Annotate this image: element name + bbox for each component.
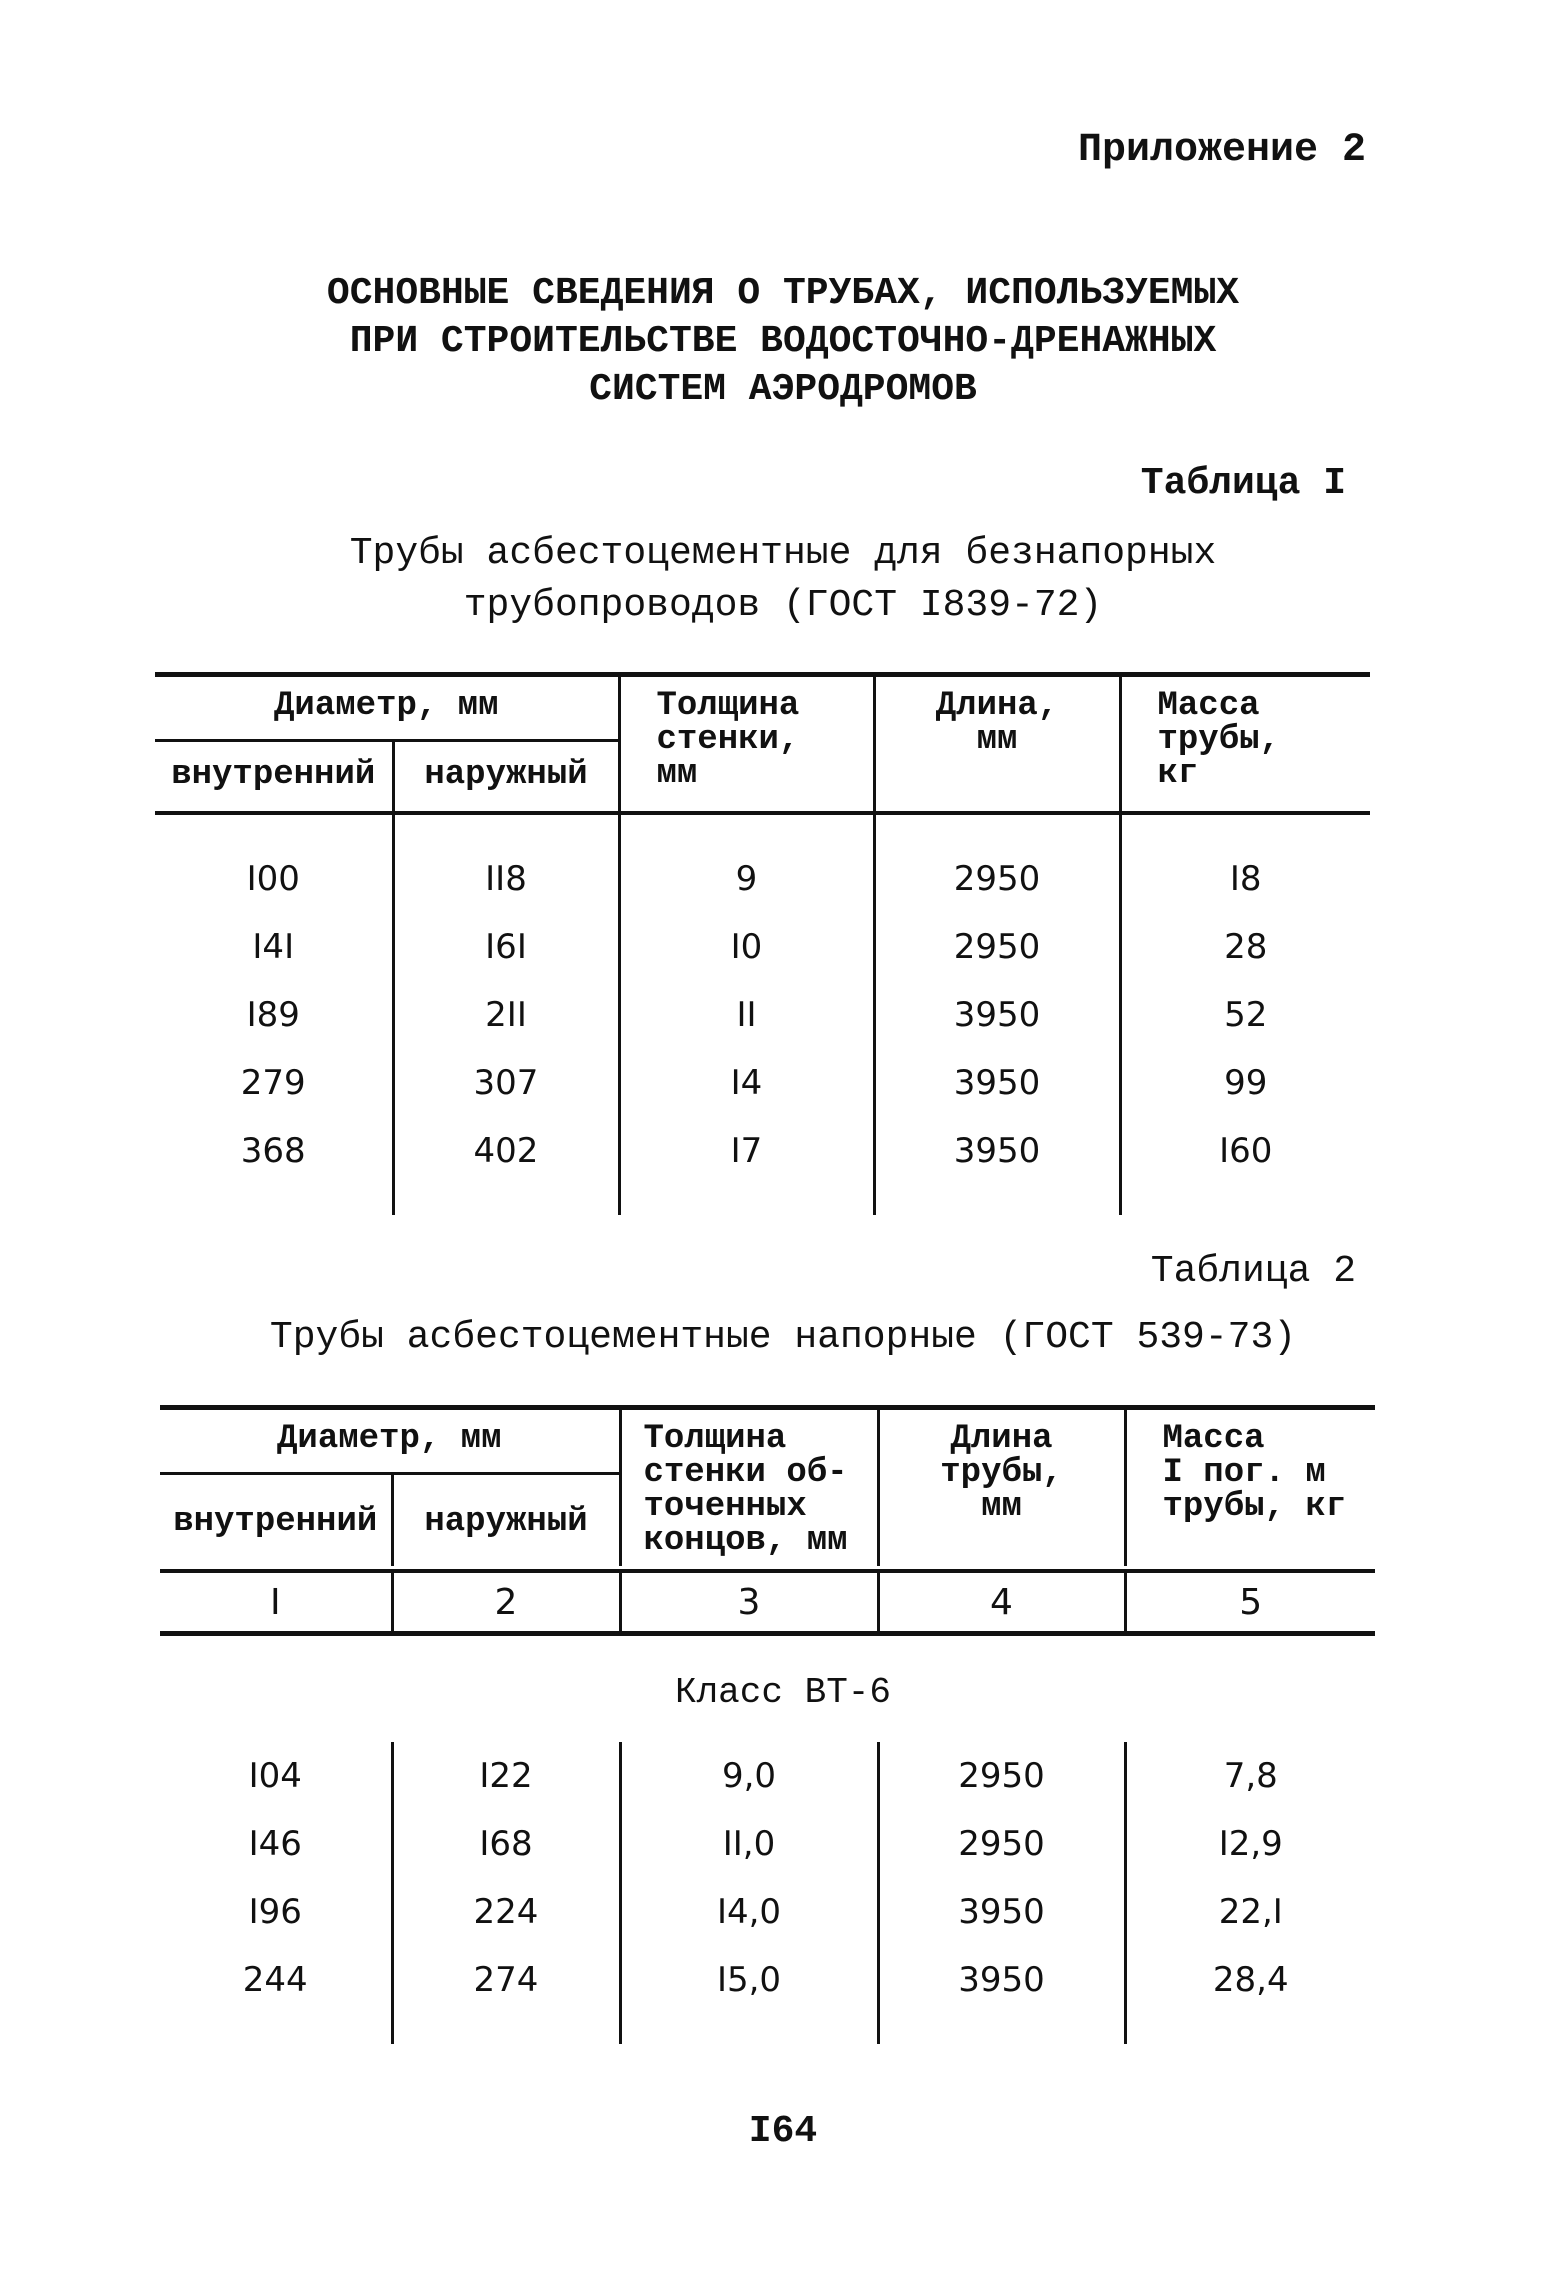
document-title xyxy=(0,270,1566,414)
column-number: 3 xyxy=(620,1571,878,1634)
cell-outer-diameter: I22 xyxy=(392,1742,620,1810)
header-mass: Масса трубы, кг xyxy=(1120,675,1370,813)
header-outer-diameter: наружный xyxy=(393,741,619,813)
table1-caption xyxy=(0,528,1566,632)
cell-length: 3950 xyxy=(874,981,1120,1049)
table-spacer-row xyxy=(155,1185,1370,1215)
title-line: СИСТЕМ АЭРОДРОМОВ xyxy=(589,368,977,411)
cell-inner-diameter: 279 xyxy=(155,1049,393,1117)
column-number: 4 xyxy=(878,1571,1125,1634)
appendix-label: Приложение 2 xyxy=(1077,128,1366,173)
cell-thickness: I7 xyxy=(619,1117,874,1185)
caption-line: Трубы асбестоцементные для безнапорных xyxy=(349,532,1217,575)
cell-outer-diameter: 224 xyxy=(392,1878,620,1946)
cell-inner-diameter: I00 xyxy=(155,845,393,913)
column-number-row xyxy=(160,1571,1375,1634)
header-inner-diameter: внутренний xyxy=(160,1474,392,1566)
table-row xyxy=(155,981,1370,1049)
cell-inner-diameter: I89 xyxy=(155,981,393,1049)
class-label: Класс ВТ-6 xyxy=(674,1672,892,1713)
cell-length: 3950 xyxy=(878,1946,1125,2014)
cell-outer-diameter: 274 xyxy=(392,1946,620,2014)
cell-thickness: II,0 xyxy=(620,1810,878,1878)
cell-mass: I60 xyxy=(1219,1130,1273,1171)
cell-mass: 28 xyxy=(1224,926,1268,967)
table2 xyxy=(160,1405,1375,1566)
cell-outer-diameter: 402 xyxy=(393,1117,619,1185)
table-spacer-row xyxy=(160,2014,1375,2044)
cell-thickness: II xyxy=(619,981,874,1049)
header-diameter: Диаметр, мм xyxy=(160,1408,620,1474)
cell-length: 2950 xyxy=(878,1742,1125,1810)
column-number: I xyxy=(160,1571,392,1634)
page-number: I64 xyxy=(748,2110,818,2153)
cell-outer-diameter: 2II xyxy=(393,981,619,1049)
cell-length: 3950 xyxy=(874,1049,1120,1117)
cell-inner-diameter: I4I xyxy=(155,913,393,981)
cell-length: 3950 xyxy=(874,1117,1120,1185)
cell-thickness: I5,0 xyxy=(620,1946,878,2014)
table2-column-numbers xyxy=(160,1569,1375,1636)
cell-thickness: I4 xyxy=(619,1049,874,1117)
header-mass: Масса I пог. м трубы, кг xyxy=(1125,1408,1375,1566)
table2-label: Таблица 2 xyxy=(1150,1250,1356,1293)
cell-outer-diameter: I68 xyxy=(392,1810,620,1878)
table-row xyxy=(160,1878,1375,1946)
cell-mass: 7,8 xyxy=(1223,1756,1278,1796)
table1-label: Таблица I xyxy=(1140,462,1346,505)
cell-thickness: 9,0 xyxy=(620,1742,878,1810)
cell-thickness: I0 xyxy=(619,913,874,981)
cell-outer-diameter: I6I xyxy=(393,913,619,981)
cell-length: 3950 xyxy=(878,1878,1125,1946)
cell-mass: 28,4 xyxy=(1212,1960,1289,2000)
header-diameter: Диаметр, мм xyxy=(155,675,619,741)
cell-inner-diameter: I96 xyxy=(160,1878,392,1946)
column-number: 5 xyxy=(1125,1571,1375,1634)
cell-mass: 22,I xyxy=(1218,1892,1283,1932)
cell-mass: I8 xyxy=(1229,858,1262,899)
cell-outer-diameter: 307 xyxy=(393,1049,619,1117)
cell-thickness: I4,0 xyxy=(620,1878,878,1946)
cell-inner-diameter: 368 xyxy=(155,1117,393,1185)
table-row xyxy=(155,1117,1370,1185)
header-inner-diameter: внутренний xyxy=(155,741,393,813)
header-outer-diameter: наружный xyxy=(392,1474,620,1566)
cell-length: 2950 xyxy=(874,845,1120,913)
title-line: ПРИ СТРОИТЕЛЬСТВЕ ВОДОСТОЧНО-ДРЕНАЖНЫХ xyxy=(349,320,1217,363)
cell-mass: 52 xyxy=(1224,994,1268,1035)
cell-outer-diameter: II8 xyxy=(393,845,619,913)
title-line: ОСНОВНЫЕ СВЕДЕНИЯ О ТРУБАХ, ИСПОЛЬЗУЕМЫХ xyxy=(326,272,1240,315)
table1 xyxy=(155,672,1370,1215)
column-number: 2 xyxy=(392,1571,620,1634)
cell-length: 2950 xyxy=(878,1810,1125,1878)
cell-length: 2950 xyxy=(874,913,1120,981)
table2-caption: Трубы асбестоцементные напорные (ГОСТ 539-73) xyxy=(269,1316,1297,1359)
table-row xyxy=(155,845,1370,913)
header-thickness: Толщина стенки об- точенных концов, мм xyxy=(620,1408,878,1566)
header-thickness: Толщина стенки, мм xyxy=(619,675,874,813)
cell-mass: 99 xyxy=(1224,1062,1268,1103)
table-row xyxy=(155,913,1370,981)
caption-line: трубопроводов (ГОСТ I839-72) xyxy=(463,584,1103,627)
cell-mass: I2,9 xyxy=(1218,1824,1283,1864)
table-spacer-row xyxy=(155,813,1370,845)
cell-inner-diameter: 244 xyxy=(160,1946,392,2014)
cell-inner-diameter: I46 xyxy=(160,1810,392,1878)
header-length: Длина трубы, мм xyxy=(878,1408,1125,1566)
table2-body xyxy=(160,1742,1375,2044)
cell-thickness: 9 xyxy=(619,845,874,913)
table-row xyxy=(155,1049,1370,1117)
cell-inner-diameter: I04 xyxy=(160,1742,392,1810)
table-row xyxy=(160,1742,1375,1810)
header-length: Длина, мм xyxy=(874,675,1120,813)
table-row xyxy=(160,1946,1375,2014)
table-row xyxy=(160,1810,1375,1878)
